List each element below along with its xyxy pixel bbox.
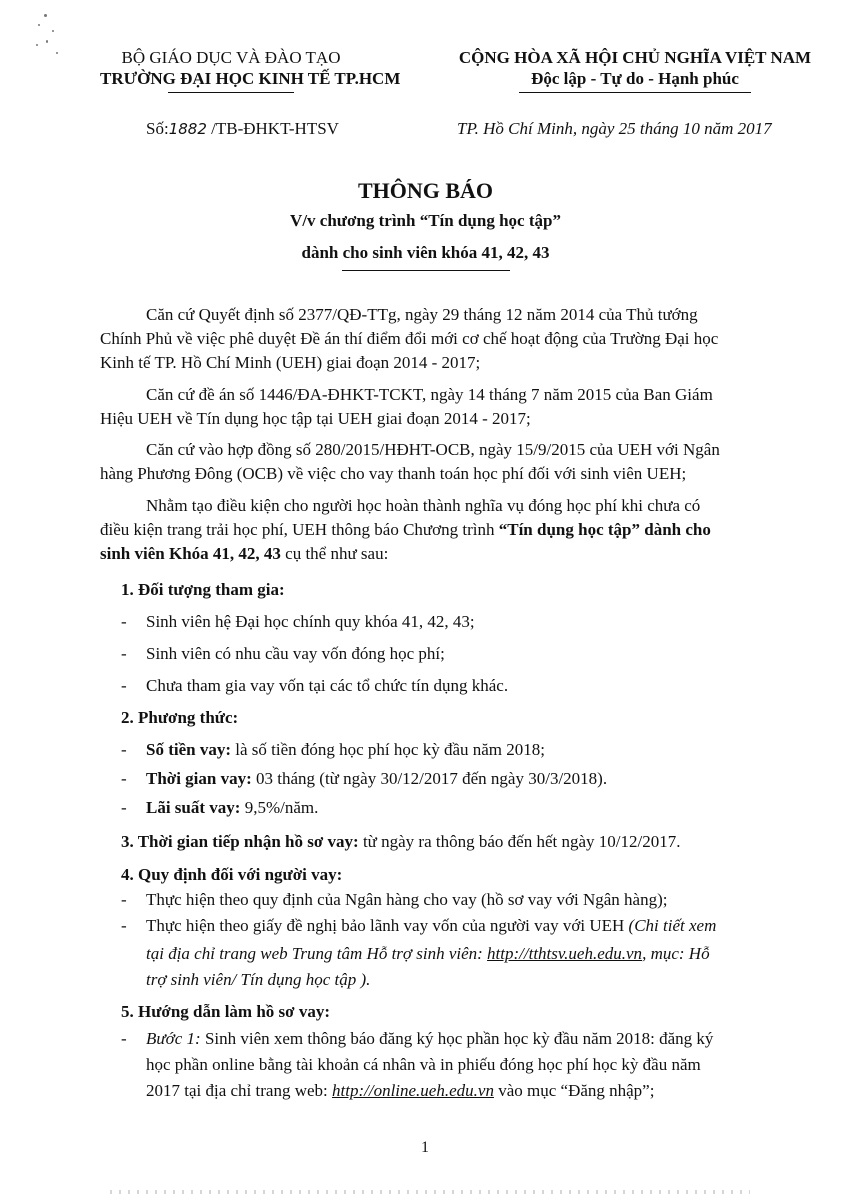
dash-bullet: - <box>121 740 127 759</box>
item-text: là số tiền đóng học phí học kỳ đầu năm 2018; <box>231 740 545 759</box>
ministry-name: BỘ GIÁO DỤC VÀ ĐÀO TẠO <box>121 48 341 67</box>
section-3-heading: 3. Thời gian tiếp nhận hồ sơ vay: <box>121 832 359 851</box>
section-4-heading: 4. Quy định đối với người vay: <box>121 865 343 884</box>
paragraph-text: cụ thể như sau: <box>280 544 389 563</box>
step-text: Sinh viên xem thông báo đăng ký học phần học kỳ đầu năm 2018: đăng ký <box>200 1029 714 1048</box>
item-text: Thực hiện theo giấy đề nghị bảo lãnh vay vốn của người vay với UEH <box>146 916 629 935</box>
dash-bullet: - <box>121 769 127 788</box>
dash-bullet: - <box>121 916 127 935</box>
paragraph-line: hàng Phương Đông (OCB) về việc cho vay thanh toán học phí đối với sinh viên UEH; <box>100 464 687 483</box>
paragraph-line <box>100 518 711 542</box>
paragraph-line <box>100 542 388 566</box>
university-name: TRƯỜNG ĐẠI HỌC KINH TẾ TP.HCM <box>100 69 401 88</box>
dash-bullet: - <box>121 1029 127 1048</box>
reference-prefix: Số: <box>146 119 169 138</box>
paragraph-line: Hiệu UEH về Tín dụng học tập tại UEH giai đoạn 2014 - 2017; <box>100 409 531 428</box>
list-item: Chưa tham gia vay vốn tại các tổ chức tín dụng khác. <box>146 676 509 695</box>
list-item <box>146 738 545 762</box>
dash-bullet: - <box>121 890 127 909</box>
program-name: “Tín dụng học tập” dành cho <box>498 520 711 539</box>
document-subtitle-1: V/v chương trình “Tín dụng học tập” <box>290 211 561 230</box>
list-item-continuation: học phần online bằng tài khoản cá nhân và in phiếu đóng học phí học kỳ đầu năm <box>146 1055 701 1074</box>
section-2-heading: 2. Phương thức: <box>121 708 239 727</box>
place-date: TP. Hồ Chí Minh, ngày 25 tháng 10 năm 2017 <box>457 119 772 138</box>
section-3-text: từ ngày ra thông báo đến hết ngày 10/12/2017. <box>358 832 681 851</box>
national-motto: Độc lập - Tự do - Hạnh phúc <box>531 69 739 88</box>
list-item <box>146 796 318 820</box>
list-item-continuation <box>146 942 710 966</box>
list-item-continuation <box>146 1079 654 1103</box>
header-left-underline <box>168 92 294 93</box>
online-portal-link[interactable]: http://online.ueh.edu.vn <box>332 1081 494 1100</box>
item-label: Thời gian vay: <box>146 769 252 788</box>
scan-edge-noise <box>110 1190 750 1194</box>
item-note: tại địa chỉ trang web Trung tâm Hỗ trợ sinh viên: <box>146 944 488 963</box>
handwritten-number: 1882 <box>168 120 207 138</box>
support-center-link[interactable]: http://tthtsv.ueh.edu.vn <box>487 944 643 963</box>
dash-bullet: - <box>121 676 127 695</box>
item-note: (Chi tiết xem <box>628 916 717 935</box>
item-label: Lãi suất vay: <box>146 798 241 817</box>
step-text: 2017 tại địa chỉ trang web: <box>146 1081 333 1100</box>
title-underline <box>342 270 510 271</box>
item-text: 9,5%/năm. <box>240 798 319 817</box>
paragraph-line: Căn cứ đề án số 1446/ĐA-ĐHKT-TCKT, ngày 14 tháng 7 năm 2015 của Ban Giám <box>146 385 713 404</box>
scan-speck <box>36 44 38 46</box>
item-note: , mục: Hỗ <box>642 944 710 963</box>
step-label: Bước 1: <box>146 1029 201 1048</box>
scan-speck <box>44 14 47 17</box>
section-3-line <box>121 830 680 854</box>
target-cohort: sinh viên Khóa 41, 42, 43 <box>100 544 281 563</box>
paragraph-line: Kinh tế TP. Hồ Chí Minh (UEH) giai đoạn 2014 - 2017; <box>100 353 481 372</box>
section-1-heading: 1. Đối tượng tham gia: <box>121 580 285 599</box>
list-item: Sinh viên hệ Đại học chính quy khóa 41, 42, 43; <box>146 612 475 631</box>
section-5-heading: 5. Hướng dẫn làm hồ sơ vay: <box>121 1002 330 1021</box>
dash-bullet: - <box>121 798 127 817</box>
list-item-continuation: trợ sinh viên/ Tín dụng học tập ). <box>146 970 371 989</box>
list-item: Thực hiện theo quy định của Ngân hàng cho vay (hồ sơ vay với Ngân hàng); <box>146 890 668 909</box>
dash-bullet: - <box>121 644 127 663</box>
item-text: 03 tháng (từ ngày 30/12/2017 đến ngày 30/3/2018). <box>251 769 608 788</box>
list-item: Sinh viên có nhu cầu vay vốn đóng học phí; <box>146 644 445 663</box>
dash-bullet: - <box>121 612 127 631</box>
item-label: Số tiền vay: <box>146 740 231 759</box>
reference-suffix: /TB-ĐHKT-HTSV <box>206 119 339 138</box>
step-text: vào mục “Đăng nhập”; <box>493 1081 655 1100</box>
header-right-underline <box>519 92 751 93</box>
list-item <box>146 767 607 791</box>
document-title: THÔNG BÁO <box>357 178 494 203</box>
paragraph-line: Chính Phủ về việc phê duyệt Đề án thí điểm đổi mới cơ chế hoạt động của Trường Đại học <box>100 329 719 348</box>
scan-speck <box>46 40 48 43</box>
paragraph-text: điều kiện trang trải học phí, UEH thông báo Chương trình <box>100 520 499 539</box>
list-item <box>146 1027 713 1051</box>
list-item <box>146 914 716 938</box>
paragraph-line: Căn cứ Quyết định số 2377/QĐ-TTg, ngày 29 tháng 12 năm 2014 của Thủ tướng <box>146 305 698 324</box>
scan-speck <box>52 30 54 32</box>
paragraph-line: Nhằm tạo điều kiện cho người học hoàn thành nghĩa vụ đóng học phí khi chưa có <box>146 496 701 515</box>
paragraph-line: Căn cứ vào hợp đồng số 280/2015/HĐHT-OCB, ngày 15/9/2015 của UEH với Ngân <box>146 440 720 459</box>
page-number: 1 <box>421 1139 429 1156</box>
scan-speck <box>56 52 58 54</box>
scan-speck <box>38 24 40 26</box>
document-subtitle-2: dành cho sinh viên khóa 41, 42, 43 <box>301 243 550 262</box>
reference-number <box>146 119 339 139</box>
nation-name: CỘNG HÒA XÃ HỘI CHỦ NGHĨA VIỆT NAM <box>458 48 812 67</box>
